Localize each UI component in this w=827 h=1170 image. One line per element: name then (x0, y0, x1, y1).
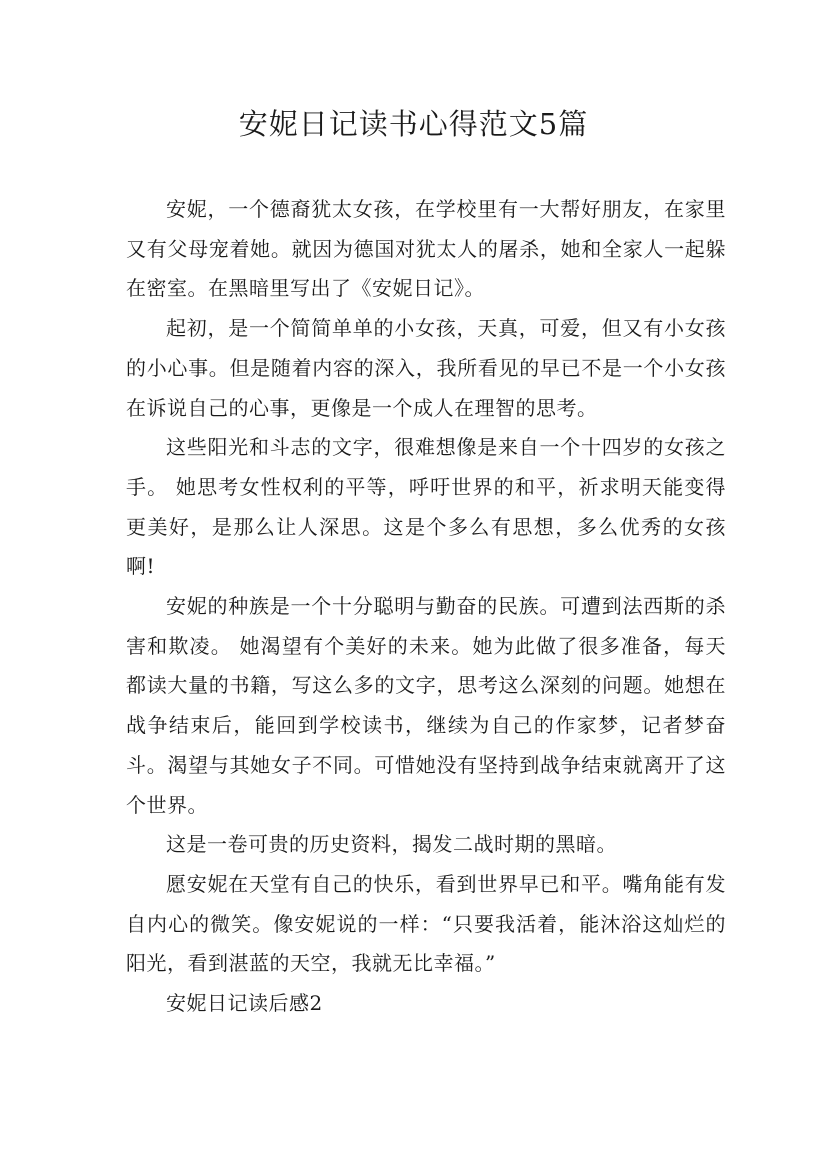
paragraph-6: 愿安妮在天堂有自己的快乐，看到世界早已和平。嘴角能有发自内心的微笑。像安妮说的一样：“只要我活着，能沐浴这灿烂的阳光，看到湛蓝的天空，我就无比幸福。” (126, 871, 726, 976)
paragraph-2: 起初，是一个简简单单的小女孩，天真，可爱，但又有小女孩的小心事。但是随着内容的深入，我所看见的早已不是一个小女孩在诉说自己的心事，更像是一个成人在理智的思考。 (126, 316, 726, 420)
paragraph-4: 安妮的种族是一个十分聪明与勤奋的民族。可遭到法西斯的杀害和欺凌。 她渴望有个美好的未来。她为此做了很多准备，每天都读大量的书籍，写这么多的文字，思考这么深刻的问题。她想在战争结束后，能回到学校读书，继续为自己的作家梦，记者梦奋斗。渴望与其她女子不同。可惜她没有坚持到战争结束就离开了这个世界。 (126, 594, 726, 817)
paragraph-3: 这些阳光和斗志的文字，很难想像是来自一个十四岁的女孩之手。 她思考女性权利的平等，呼吁世界的和平，祈求明天能变得更美好，是那么让人深思。这是个多么有思想，多么优秀的女孩啊! (126, 435, 726, 579)
paragraph-5: 这是一卷可贵的历史资料，揭发二战时期的黑暗。 (166, 832, 617, 857)
paragraph-1: 安妮，一个德裔犹太女孩，在学校里有一大帮好朋友，在家里又有父母宠着她。就因为德国对犹太人的屠杀，她和全家人一起躲在密室。在黑暗里写出了《安妮日记》。 (126, 197, 726, 301)
section-heading-2: 安妮日记读后感2 (166, 991, 323, 1016)
document-body (126, 190, 726, 1024)
document-title: 安妮日记读书心得范文5篇 (238, 107, 589, 141)
